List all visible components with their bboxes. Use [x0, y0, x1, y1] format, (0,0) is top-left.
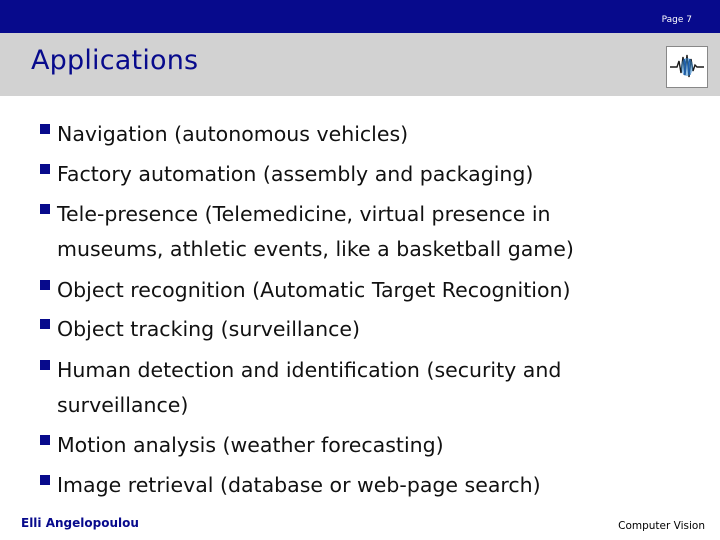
square-bullet-icon: [40, 280, 50, 290]
bullet-text: Object recognition (Automatic Target Recognition): [57, 278, 571, 302]
waveform-logo-icon: [666, 46, 708, 88]
bullet-text: Object tracking (surveillance): [57, 317, 361, 341]
page-number: Page 7: [661, 15, 692, 25]
square-bullet-icon: [40, 204, 50, 214]
square-bullet-icon: [40, 360, 50, 370]
bullet-text: Tele-presence (Telemedicine, virtual presence in museums, athletic events, like a basketball game): [57, 202, 574, 261]
bullet-text: Motion analysis (weather forecasting): [57, 433, 444, 457]
bullet-text: Navigation (autonomous vehicles): [57, 122, 409, 146]
footer-course: Computer Vision: [618, 520, 705, 532]
square-bullet-icon: [40, 475, 50, 485]
title-band: [0, 33, 720, 96]
header-bar: [0, 0, 720, 33]
bullet-text: Factory automation (assembly and packaging): [57, 162, 534, 186]
square-bullet-icon: [40, 319, 50, 329]
footer-author: Elli Angelopoulou: [21, 516, 139, 530]
bullet-text: Human detection and identification (security and surveillance): [57, 358, 562, 417]
square-bullet-icon: [40, 164, 50, 174]
square-bullet-icon: [40, 124, 50, 134]
slide-title: Applications: [31, 45, 199, 76]
bullet-text: Image retrieval (database or web-page search): [57, 473, 541, 497]
square-bullet-icon: [40, 435, 50, 445]
